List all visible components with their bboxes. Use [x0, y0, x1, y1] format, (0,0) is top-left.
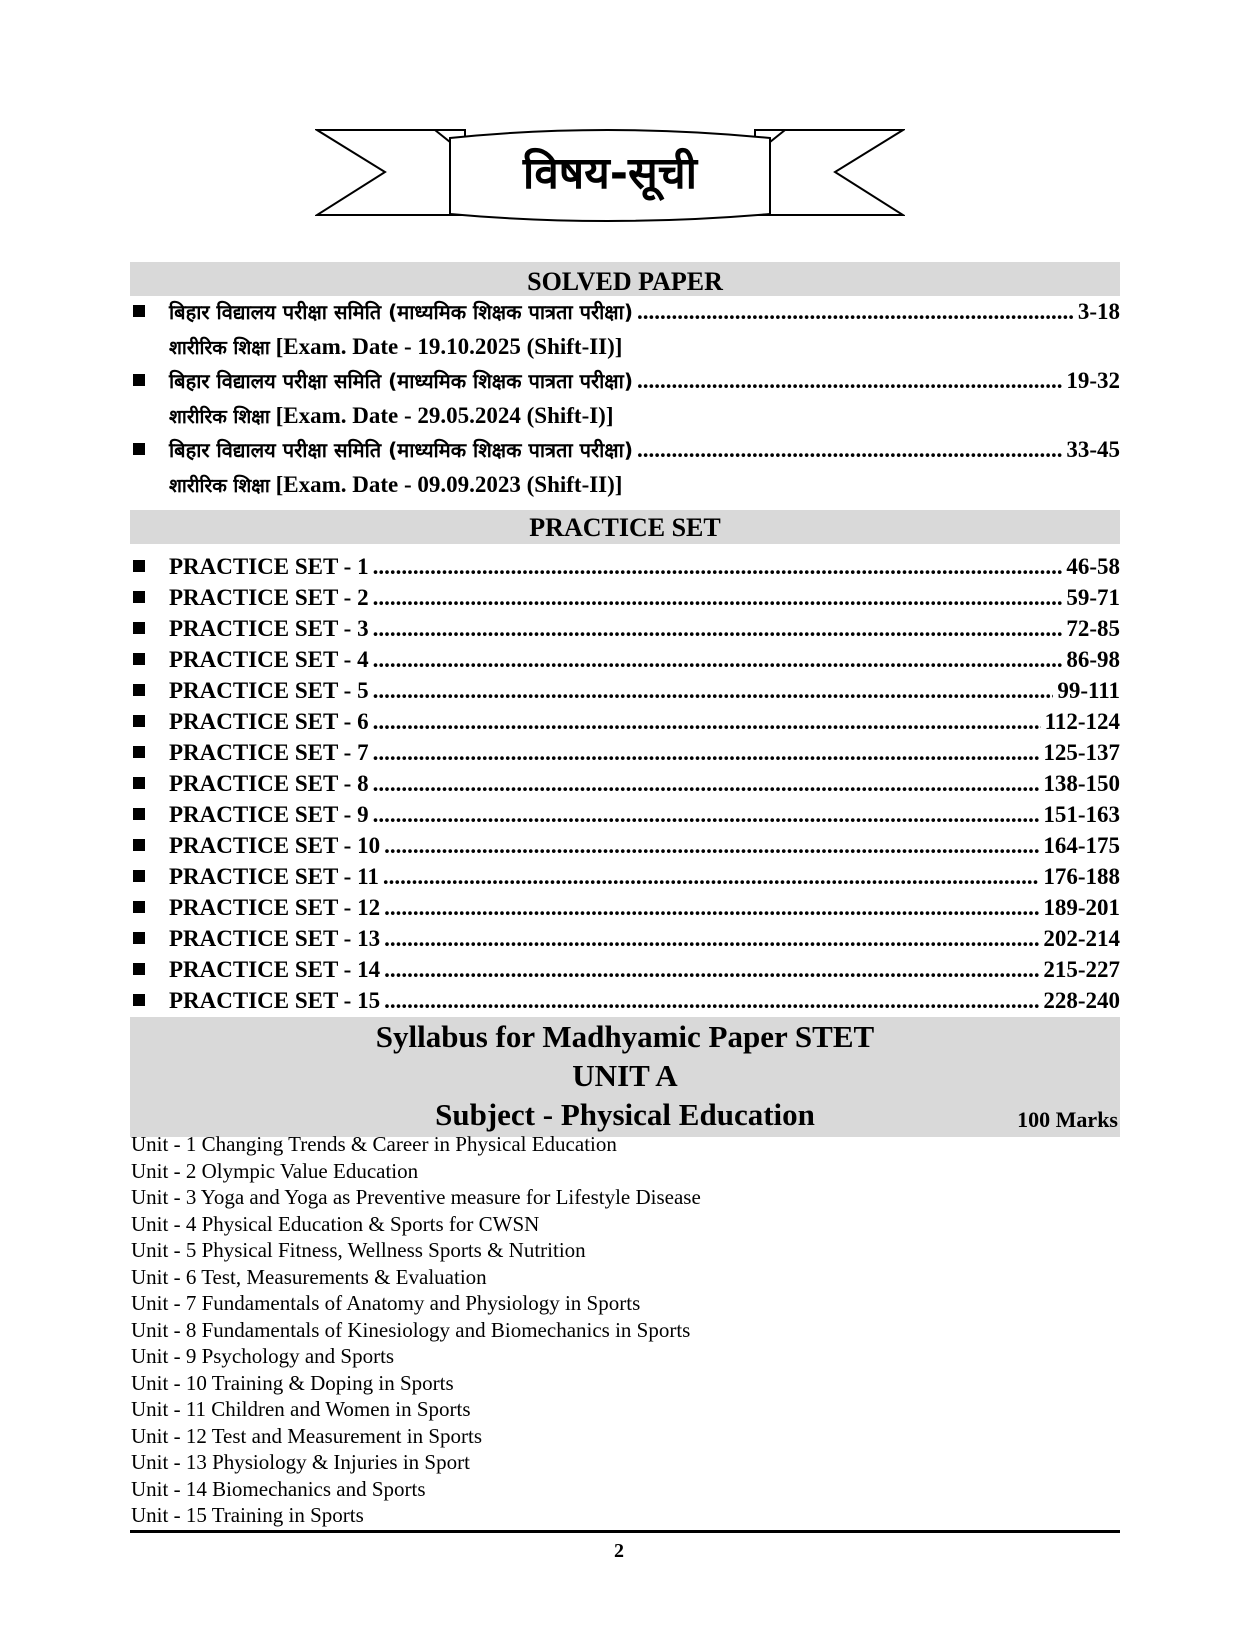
list-item [130, 799, 1120, 830]
list-item [130, 768, 1120, 799]
entry-title: बिहार विद्यालय परीक्षा समिति (माध्यमिक शिक्षक पात्रता परीक्षा) [169, 369, 633, 393]
bullet-icon [133, 808, 145, 820]
list-item [130, 675, 1120, 706]
list-item: Unit - 8 Fundamentals of Kinesiology and Biomechanics in Sports [131, 1317, 691, 1342]
leader-dots [384, 830, 1039, 861]
bullet-icon [133, 901, 145, 913]
leader-dots [373, 799, 1040, 830]
entry-subject: शारीरिक शिक्षा [169, 475, 270, 497]
practice-set-label: PRACTICE SET - 13 [169, 926, 381, 951]
entry-pages: 3-18 [1077, 299, 1120, 324]
leader-dots [373, 768, 1040, 799]
entry-title: बिहार विद्यालय परीक्षा समिति (माध्यमिक शिक्षक पात्रता परीक्षा) [169, 300, 633, 324]
syllabus-title: Syllabus for Madhyamic Paper STET [375, 1019, 875, 1054]
practice-set-pages: 228-240 [1043, 988, 1120, 1013]
footer-divider [130, 1530, 1120, 1533]
practice-set-pages: 189-201 [1043, 895, 1120, 920]
practice-set-pages: 72-85 [1066, 616, 1120, 641]
bullet-icon [133, 870, 145, 882]
practice-set-pages: 99-111 [1057, 678, 1120, 703]
practice-set-pages: 86-98 [1066, 647, 1120, 672]
bullet-icon [133, 963, 145, 975]
practice-set-label: PRACTICE SET - 6 [169, 709, 369, 734]
list-item [130, 923, 1120, 954]
list-item [130, 551, 1120, 582]
leader-dots [383, 861, 1040, 892]
list-item: Unit - 11 Children and Women in Sports [131, 1397, 471, 1421]
syllabus-marks: 100 Marks [1017, 1107, 1118, 1132]
bullet-icon [133, 839, 145, 851]
bullet-icon [133, 777, 145, 789]
list-item: Unit - 5 Physical Fitness, Wellness Sports & Nutrition [131, 1238, 586, 1262]
leader-dots [373, 551, 1063, 582]
list-item: Unit - 12 Test and Measurement in Sports [131, 1423, 483, 1448]
practice-set-pages: 151-163 [1043, 802, 1120, 827]
practice-set-pages: 125-137 [1043, 740, 1120, 765]
bullet-icon [133, 746, 145, 758]
list-item [130, 737, 1120, 768]
entry-subject: शारीरिक शिक्षा [169, 337, 270, 359]
list-item [130, 613, 1120, 644]
practice-set-pages: 176-188 [1043, 864, 1120, 889]
leader-dots [637, 432, 1062, 467]
list-item: Unit - 10 Training & Doping in Sports [131, 1370, 454, 1395]
practice-set-pages: 112-124 [1044, 709, 1120, 734]
practice-set-label: PRACTICE SET - 4 [169, 647, 369, 672]
page-title: विषय-सूची [522, 148, 698, 199]
title-banner [315, 120, 905, 232]
list-item [130, 644, 1120, 675]
leader-dots [637, 363, 1062, 398]
leader-dots [384, 892, 1039, 923]
entry-title: बिहार विद्यालय परीक्षा समिति (माध्यमिक शिक्षक पात्रता परीक्षा) [169, 438, 633, 462]
list-item [130, 582, 1120, 613]
bullet-icon [133, 684, 145, 696]
list-item: Unit - 6 Test, Measurements & Evaluation [131, 1264, 487, 1289]
practice-set-label: PRACTICE SET - 11 [169, 864, 379, 889]
leader-dots [373, 706, 1041, 737]
entry-exam-date: [Exam. Date - 09.09.2023 (Shift-II)] [275, 472, 623, 497]
entry-pages: 33-45 [1066, 437, 1120, 462]
page-number: 2 [614, 1540, 624, 1562]
practice-set-pages: 138-150 [1043, 771, 1120, 796]
practice-set-label: PRACTICE SET - 15 [169, 988, 381, 1013]
solved-paper-entry [130, 432, 1120, 502]
practice-set-pages: 202-214 [1043, 926, 1120, 951]
list-item [130, 830, 1120, 861]
list-item [130, 706, 1120, 737]
practice-set-label: PRACTICE SET - 10 [169, 833, 381, 858]
practice-set-label: PRACTICE SET - 2 [169, 585, 369, 610]
practice-set-heading: PRACTICE SET [130, 510, 1120, 544]
bullet-icon [133, 994, 145, 1006]
leader-dots [384, 923, 1039, 954]
entry-pages: 19-32 [1066, 368, 1120, 393]
syllabus-subject: Subject - Physical Education [435, 1097, 815, 1132]
bullet-icon [133, 560, 145, 572]
practice-set-pages: 215-227 [1043, 957, 1120, 982]
practice-set-pages: 164-175 [1043, 833, 1120, 858]
list-item [130, 985, 1120, 1016]
entry-exam-date: [Exam. Date - 19.10.2025 (Shift-II)] [275, 334, 623, 359]
list-item: Unit - 3 Yoga and Yoga as Preventive measure for Lifestyle Disease [131, 1185, 701, 1209]
practice-set-label: PRACTICE SET - 5 [169, 678, 369, 703]
list-item: Unit - 9 Psychology and Sports [131, 1344, 395, 1368]
entry-exam-date: [Exam. Date - 29.05.2024 (Shift-I)] [275, 403, 614, 428]
list-item: Unit - 4 Physical Education & Sports for CWSN [131, 1211, 540, 1236]
leader-dots [373, 613, 1063, 644]
list-item: Unit - 14 Biomechanics and Sports [131, 1476, 426, 1501]
practice-set-pages: 59-71 [1066, 585, 1120, 610]
leader-dots [373, 675, 1054, 706]
list-item [130, 892, 1120, 923]
list-item: Unit - 7 Fundamentals of Anatomy and Physiology in Sports [131, 1291, 641, 1315]
bullet-icon [133, 591, 145, 603]
bullet-icon [133, 715, 145, 727]
practice-set-label: PRACTICE SET - 14 [169, 957, 381, 982]
syllabus-header [130, 1017, 1120, 1137]
practice-set-label: PRACTICE SET - 8 [169, 771, 369, 796]
solved-paper-entry [130, 363, 1120, 433]
list-item: Unit - 2 Olympic Value Education [131, 1158, 419, 1183]
syllabus-unit-list [131, 1131, 701, 1529]
bullet-icon [133, 932, 145, 944]
practice-set-label: PRACTICE SET - 7 [169, 740, 369, 765]
list-item: Unit - 1 Changing Trends & Career in Physical Education [131, 1132, 617, 1156]
leader-dots [637, 294, 1074, 329]
list-item: Unit - 13 Physiology & Injuries in Sport [131, 1450, 470, 1474]
list-item: Unit - 15 Training in Sports [131, 1503, 364, 1527]
bullet-icon [133, 305, 145, 317]
syllabus-unit: UNIT A [572, 1058, 678, 1093]
leader-dots [373, 582, 1063, 613]
leader-dots [384, 985, 1039, 1016]
leader-dots [373, 737, 1040, 768]
bullet-icon [133, 374, 145, 386]
list-item [130, 861, 1120, 892]
practice-set-label: PRACTICE SET - 9 [169, 802, 369, 827]
practice-set-pages: 46-58 [1066, 554, 1120, 579]
solved-paper-heading: SOLVED PAPER [130, 262, 1120, 296]
practice-set-label: PRACTICE SET - 12 [169, 895, 381, 920]
bullet-icon [133, 443, 145, 455]
solved-paper-entry [130, 294, 1120, 364]
bullet-icon [133, 653, 145, 665]
leader-dots [384, 954, 1039, 985]
practice-set-list [130, 551, 1120, 1016]
practice-set-label: PRACTICE SET - 1 [169, 554, 369, 579]
bullet-icon [133, 622, 145, 634]
list-item [130, 954, 1120, 985]
entry-subject: शारीरिक शिक्षा [169, 406, 270, 428]
leader-dots [373, 644, 1063, 675]
practice-set-label: PRACTICE SET - 3 [169, 616, 369, 641]
